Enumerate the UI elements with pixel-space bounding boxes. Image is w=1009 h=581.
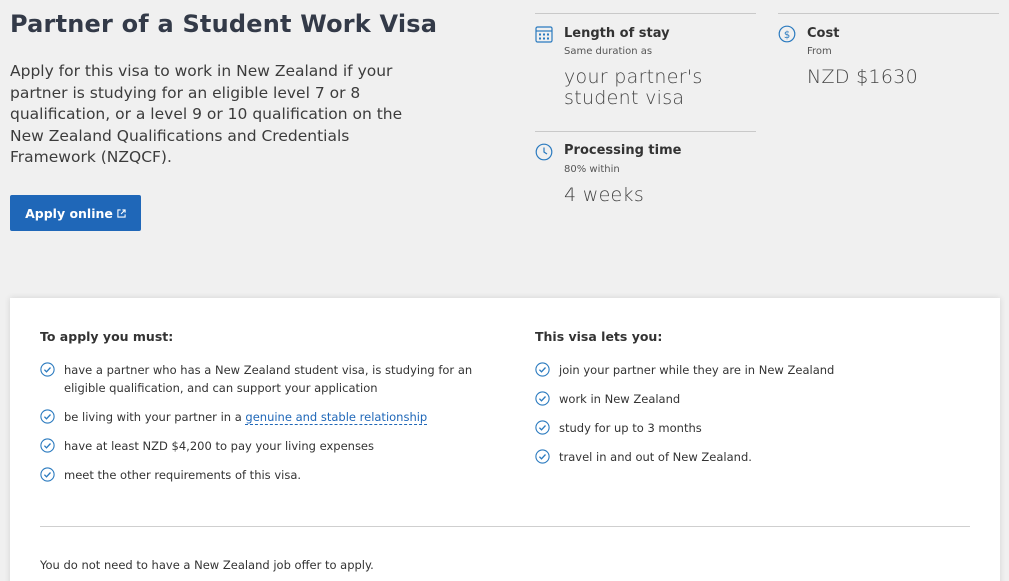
dollar-icon [778,25,796,43]
calendar-icon [535,25,553,43]
benefit-text-1: join your partner while they are in New Zealand [559,363,835,377]
requirement-text-1b: eligible qualification, and can support your application [64,381,378,395]
check-circle-icon [535,362,550,377]
svg-text:$: $ [783,30,791,41]
genuine-relationship-link[interactable]: genuine and stable relationship [245,410,428,424]
visa-details-card [10,298,1000,581]
requirement-text-1a: have a partner who has a New Zealand student visa, is studying for an [64,363,473,377]
check-circle-icon [535,391,550,406]
requirement-text-2: be living with your partner in a [64,410,246,424]
list-item [535,361,975,379]
check-circle-icon [535,420,550,435]
list-item [40,361,490,397]
visa-description: Apply for this visa to work in New Zealand if your partner is studying for an eligible level 7 or 8 qualification, or a level 9 or 10 qualification on the New Zealand Qualifications and Credentials Framework (NZQCF). [10,62,403,166]
requirements-title: To apply you must: [40,329,174,344]
requirement-text-3: have at least NZD $4,200 to pay your living expenses [64,439,375,453]
length-of-stay-label: Length of stay [564,26,670,41]
processing-time-label: Processing time [564,143,682,158]
list-item [40,408,490,426]
check-circle-icon [40,467,55,482]
processing-time-sub: 80% within [564,164,620,175]
list-item [535,390,975,408]
benefit-text-4: travel in and out of New Zealand. [559,450,752,464]
check-circle-icon [535,449,550,464]
clock-icon [535,143,553,161]
list-item [535,419,975,437]
page-title: Partner of a Student Work Visa [10,10,438,38]
list-item [40,466,490,484]
check-circle-icon [40,438,55,453]
check-circle-icon [40,409,55,424]
benefit-text-3: study for up to 3 months [559,421,702,435]
job-offer-note: You do not need to have a New Zealand job offer to apply. [40,558,374,572]
apply-online-button[interactable] [10,195,141,231]
benefits-list [535,361,975,466]
cost-label: Cost [807,26,840,41]
check-circle-icon [40,362,55,377]
benefit-text-2: work in New Zealand [559,392,681,406]
list-item [40,437,490,455]
apply-online-label: Apply online [25,205,113,221]
list-item [535,448,975,466]
requirement-text-4: meet the other requirements of this visa. [64,468,302,482]
divider [778,13,999,14]
processing-time-value: 4 weeks [564,184,645,206]
requirements-list [40,361,490,484]
length-of-stay-value-2: student visa [564,87,685,109]
length-of-stay-value-1: your partner's [564,66,703,88]
divider [40,526,970,527]
external-link-icon [117,209,126,218]
divider [535,13,756,14]
cost-sub: From [807,46,832,57]
cost-value: NZD $1630 [807,66,919,88]
divider [535,131,756,132]
benefits-title: This visa lets you: [535,329,663,344]
length-of-stay-sub: Same duration as [564,46,653,57]
